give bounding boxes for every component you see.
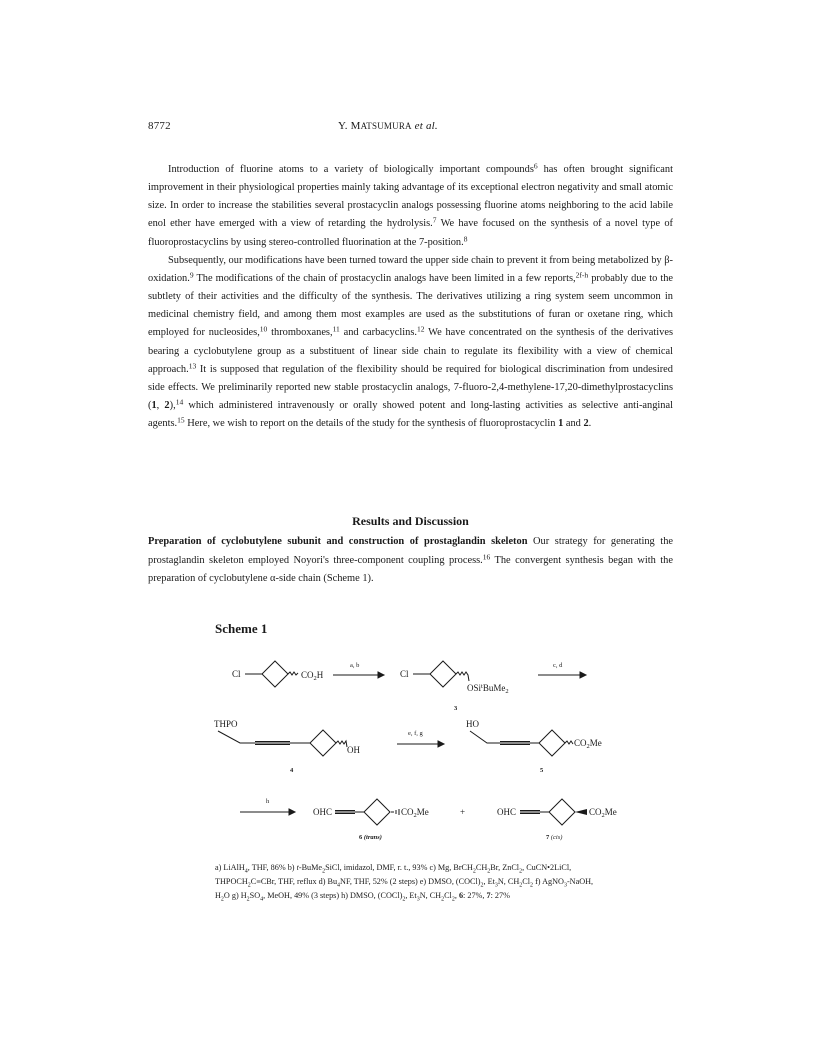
arrow-label-ab: a, b bbox=[350, 662, 360, 669]
citation: 11 bbox=[332, 324, 340, 334]
citation: 8 bbox=[463, 234, 468, 244]
citation: 7 bbox=[432, 215, 437, 225]
arrow-label-cd: c, d bbox=[553, 662, 563, 669]
compound-ref: 2 bbox=[583, 418, 589, 430]
label-ohc: OHC bbox=[497, 807, 517, 817]
compound-4-label: 4 bbox=[290, 767, 294, 774]
compound-6-label: 6 (trans) bbox=[359, 834, 382, 841]
cyclobutane-ring bbox=[539, 730, 565, 756]
scheme-1-diagram bbox=[200, 640, 630, 840]
label-cl: Cl bbox=[400, 669, 409, 679]
label-thpo: THPO bbox=[214, 719, 238, 729]
second-paragraph: Subsequently, our modifications have been turned toward the upper side chain to prevent it from being metabolized by β-oxidation.$^9$ The modifications of the chain of prostacyclin analogs have been limited in a few reports,$^{2f-h}$ probably due to the subtlety of their activities and the difficulty of the synthesis. The derivatives utilizing a ring system seem uncommon in medicinal chemistry field, and among them most examples are used as the substitutions of furan or oxetane ring, which employed for nucleosides,$^{10}$ thromboxanes,$^{11}$ and carbacyclins.$^{12}$ We have concentrated on the synthesis of the derivatives bearing a cyclobutylene group as a substituent of linear side chain to regulate its flexibility with a view of chemical approach.$^{13}$ It is supposed that regulation of the flexibility should be required for biological discrimination from undesired side effects. We preliminarily reported new stable prostacyclin analogs, 7-fluoro-2,4-methylene-17,20-dimethylprostacyclins (1, 2),$^{14}$ which administered intravenously or orally showed potent and long-lasting activities as selective anti-anginal agents.$^{15}$ Here, we wish to report on the details of the study for the synthesis of fluoroprostacyclin 1 and 2. bbox=[148, 254, 674, 430]
wavy-bond bbox=[456, 672, 469, 681]
label-ho: HO bbox=[466, 719, 479, 729]
label-cl: Cl bbox=[232, 669, 241, 679]
citation: 10 bbox=[259, 324, 268, 334]
compound-7-label: 7 (cis) bbox=[546, 834, 563, 841]
body-text bbox=[148, 161, 673, 433]
section-title: Results and Discussion bbox=[352, 514, 469, 528]
page-number: 8772 bbox=[148, 120, 171, 132]
label-ohc: OHC bbox=[313, 807, 333, 817]
wavy-bond bbox=[288, 672, 298, 675]
cyclobutane-ring bbox=[262, 661, 288, 687]
wedge-bond bbox=[575, 809, 587, 815]
wavy-bond bbox=[565, 741, 573, 744]
label-co2me: $CO_2Me$ bbox=[589, 807, 617, 819]
cyclobutane-ring bbox=[364, 799, 390, 825]
label-co2h: $CO_2H$ bbox=[301, 670, 324, 682]
citation: 15 bbox=[177, 415, 185, 425]
running-head-authors: Y. MATSUMURA et al. bbox=[338, 120, 438, 132]
subsection-title: Preparation of cyclobutylene subunit and construction of prostaglandin skeleton bbox=[148, 536, 528, 547]
compound-ref: 1 bbox=[558, 418, 564, 430]
cyclobutane-ring bbox=[430, 661, 456, 687]
scheme-footnote: a) LiAlH$_4$, THF, 86% b) t-BuMe$_2$SiCl, imidazol, DMF, r. t., 93% c) Mg, $BrCH_2CH_2Br$, ZnCl$_2$, CuCN•2LiCl, $THPOCH_2C\equiv CBr$, THF, reflux d) $Bu_4NF$, THF, 52% (2 steps) e) DMSO, $(COCl)_2$, $Et_3N$, $CH_2Cl_2$ f) AgNO$_3$-NaOH, $H_2O$ g) $H_2SO_4$, MeOH, 49% (3 steps) h) DMSO, $(COCl)_2$, $Et_3N$, $CH_2Cl_2$, 6: 27%, 7: 27% bbox=[215, 863, 594, 904]
subsection-paragraph: Preparation of cyclobutylene subunit and construction of prostaglandin skeleton Our strategy for generating the prostaglandin skeleton employed Noyori's three-component coupling process.$^{16}$ The convergent synthesis began with the preparation of cyclobutylene α-side chain (Scheme 1). bbox=[148, 536, 673, 584]
citation: 6 bbox=[533, 161, 538, 171]
compound-3-label: 3 bbox=[454, 705, 458, 712]
hashed-bond bbox=[391, 809, 399, 815]
citation: 16 bbox=[482, 552, 491, 561]
cyclobutane-ring bbox=[310, 730, 336, 756]
cyclobutane-ring bbox=[549, 799, 575, 825]
arrow-label-h: h bbox=[266, 798, 270, 805]
citation: 13 bbox=[188, 361, 197, 371]
running-header bbox=[148, 120, 673, 136]
compound-5-label: 5 bbox=[540, 767, 544, 774]
intro-paragraph: Introduction of fluorine atoms to a variety of biologically important compounds$^6$ has often brought significant improvement in their physiological properties mainly taking advantage of its exceptional electron negativity and small atomic size. In order to increase the stabilities several prostacyclin analogs possessing fluorine atoms neighboring to the acid labile enol ether have emerged with a view of retarding the hydrolysis.$^7$ We have focused on the synthesis of a novel type of fluoroprostacyclins by using stereo-controlled fluorination at the 7-position.$^8$ bbox=[148, 161, 673, 248]
scheme-title: Scheme 1 bbox=[215, 621, 268, 636]
citation: 2f-h bbox=[575, 270, 589, 280]
wavy-bond bbox=[336, 741, 347, 747]
compound-ref: 2 bbox=[164, 400, 170, 412]
compound-ref: 1 bbox=[151, 400, 157, 412]
citation: 14 bbox=[175, 397, 184, 407]
arrow-label-efg: e, f, g bbox=[408, 730, 423, 737]
label-osi-tbu: OSi$^t$BuMe$_2$ bbox=[467, 683, 509, 695]
label-co2me: $CO_2Me$ bbox=[401, 807, 429, 819]
citation: 12 bbox=[416, 324, 425, 334]
plus-sign: + bbox=[460, 807, 466, 817]
label-oh: OH bbox=[347, 745, 360, 755]
label-co2me: $CO_2Me$ bbox=[574, 738, 602, 750]
citation: 9 bbox=[189, 270, 194, 280]
